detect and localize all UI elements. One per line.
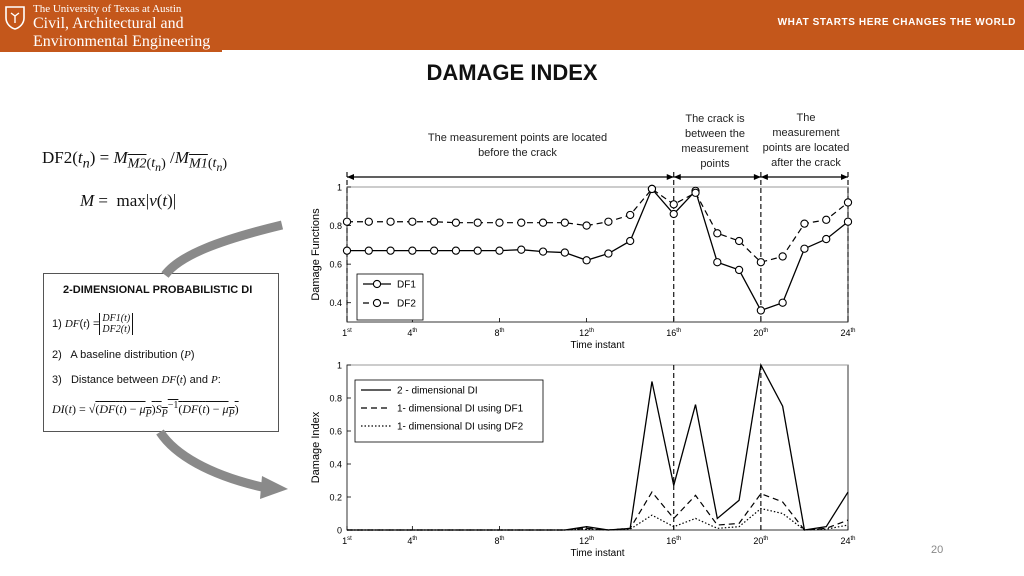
- legend-label: 1- dimensional DI using DF1: [397, 403, 524, 415]
- x-tick-label: 20th: [753, 328, 769, 338]
- x-tick-label: 16th: [666, 536, 682, 546]
- data-point: [539, 219, 546, 226]
- data-point: [474, 247, 481, 254]
- equation-df2: $DF2(t_n) = M_{M2(t_n)}$ $/M_{M1(t_n)}$: [42, 148, 228, 175]
- data-point: [583, 257, 590, 264]
- y-tick-label: 0.6: [329, 259, 342, 270]
- annotation-between-line-2: between the: [685, 128, 745, 140]
- data-point: [714, 230, 721, 237]
- data-point: [387, 218, 394, 225]
- data-point: [452, 247, 459, 254]
- y-tick-label: 0: [336, 525, 342, 536]
- legend-label: 1- dimensional DI using DF2: [397, 421, 524, 433]
- department-line-2: Environmental Engineering: [33, 33, 211, 50]
- data-point: [431, 218, 438, 225]
- damage-functions-chart: [310, 172, 856, 351]
- x-tick-label: 24th: [840, 536, 856, 546]
- annotation-after-line-4: after the crack: [771, 157, 841, 169]
- data-point: [648, 185, 655, 192]
- equation-m-max: M = max|v(t)|: [80, 191, 177, 210]
- region-span-arrows: [347, 174, 848, 180]
- data-point: [692, 189, 699, 196]
- data-point: [561, 249, 568, 256]
- data-point: [431, 247, 438, 254]
- data-point: [365, 247, 372, 254]
- data-point: [409, 247, 416, 254]
- university-name: The University of Texas at Austin: [33, 3, 182, 15]
- x-tick-label: 20th: [753, 536, 769, 546]
- slide-title: DAMAGE INDEX: [426, 60, 598, 85]
- data-point: [496, 219, 503, 226]
- annotation-before-line-1: The measurement points are located: [427, 132, 608, 144]
- data-point: [757, 307, 764, 314]
- annotation-between-line-4: points: [700, 158, 730, 170]
- method-step-1: 1) DF(t) = DF1(t) DF2(t): [52, 313, 133, 335]
- legend-label: 2 - dimensional DI: [397, 385, 478, 397]
- x-axis-label: Time instant: [570, 548, 625, 559]
- curved-arrow-top: [165, 225, 282, 275]
- y-tick-label: 0.6: [329, 426, 342, 437]
- series-line: [347, 492, 848, 530]
- data-point: [539, 248, 546, 255]
- method-box-title: 2-DIMENSIONAL PROBABILISTIC DI: [63, 284, 253, 296]
- data-point: [518, 219, 525, 226]
- data-point: [779, 253, 786, 260]
- arrow-head: [260, 476, 288, 499]
- x-tick-label: 12th: [579, 536, 595, 546]
- data-point: [670, 201, 677, 208]
- data-point: [409, 218, 416, 225]
- y-tick-label: 0.4: [329, 298, 342, 309]
- series-line: [347, 509, 848, 530]
- annotation-after-line-3: points are located: [762, 142, 850, 154]
- region-arrowhead-left: [347, 174, 354, 180]
- data-point: [801, 245, 808, 252]
- legend-marker: [373, 280, 380, 287]
- x-tick-label: 24th: [840, 328, 856, 338]
- data-point: [365, 218, 372, 225]
- legend-marker: [373, 299, 380, 306]
- region-arrowhead-right: [754, 174, 761, 180]
- data-point: [714, 259, 721, 266]
- x-tick-label: 12th: [579, 328, 595, 338]
- x-tick-label: 8th: [494, 536, 505, 546]
- data-point: [452, 219, 459, 226]
- x-tick-label: 1st: [342, 536, 352, 546]
- data-point: [757, 259, 764, 266]
- damage-index-chart: [310, 361, 856, 560]
- method-step-3: 3) Distance between DF(t) and P:: [52, 374, 221, 386]
- tagline: WHAT STARTS HERE CHANGES THE WORLD: [777, 17, 1016, 28]
- annotation-after-line-2: measurement: [772, 127, 840, 139]
- y-tick-label: 1: [336, 360, 342, 371]
- y-axis-label: Damage Index: [310, 411, 322, 484]
- y-tick-label: 0.4: [329, 459, 342, 470]
- region-arrowhead-left: [674, 174, 681, 180]
- data-point: [605, 218, 612, 225]
- y-tick-label: 0.8: [329, 221, 342, 232]
- y-tick-label: 0.8: [329, 393, 342, 404]
- annotation-between-line-1: The crack is: [685, 113, 745, 125]
- page-number: 20: [931, 544, 944, 556]
- method-step-2: 2) A baseline distribution (P): [52, 349, 195, 361]
- y-tick-label: 1: [336, 182, 342, 193]
- annotation-between-line-3: measurement: [681, 143, 749, 155]
- data-point: [474, 219, 481, 226]
- x-axis-label: Time instant: [570, 340, 625, 351]
- annotation-after-line-1: The: [796, 112, 816, 124]
- data-point: [844, 199, 851, 206]
- curved-arrow-bottom: [160, 432, 262, 487]
- df-vector: DF1(t) DF2(t): [99, 313, 133, 335]
- data-point: [496, 247, 503, 254]
- data-point: [801, 220, 808, 227]
- data-point: [823, 235, 830, 242]
- data-point: [605, 250, 612, 257]
- di-formula: $DI(t) = √(DF(t) - \mu_P)S_P^{-1}(DF(t) - \mu_P)$: [52, 400, 239, 420]
- data-point: [627, 211, 634, 218]
- data-point: [735, 266, 742, 273]
- data-point: [844, 218, 851, 225]
- legend-label: DF2: [397, 298, 416, 310]
- annotation-before-line-2: before the crack: [478, 147, 557, 159]
- department-line-1: Civil, Architectural and: [33, 15, 184, 32]
- x-tick-label: 4th: [407, 536, 418, 546]
- data-point: [627, 237, 634, 244]
- region-arrowhead-right: [841, 174, 848, 180]
- data-point: [343, 247, 350, 254]
- region-arrowhead-left: [761, 174, 768, 180]
- data-point: [518, 246, 525, 253]
- x-tick-label: 16th: [666, 328, 682, 338]
- y-axis-label: Damage Functions: [310, 208, 322, 301]
- data-point: [735, 237, 742, 244]
- data-point: [779, 299, 786, 306]
- x-tick-label: 1st: [342, 328, 352, 338]
- region-arrowhead-right: [667, 174, 674, 180]
- data-point: [670, 210, 677, 217]
- data-point: [583, 222, 590, 229]
- y-tick-label: 0.2: [329, 492, 342, 503]
- x-tick-label: 8th: [494, 328, 505, 338]
- data-point: [823, 216, 830, 223]
- x-tick-label: 4th: [407, 328, 418, 338]
- legend-label: DF1: [397, 279, 416, 291]
- data-point: [561, 219, 568, 226]
- data-point: [343, 218, 350, 225]
- data-point: [387, 247, 394, 254]
